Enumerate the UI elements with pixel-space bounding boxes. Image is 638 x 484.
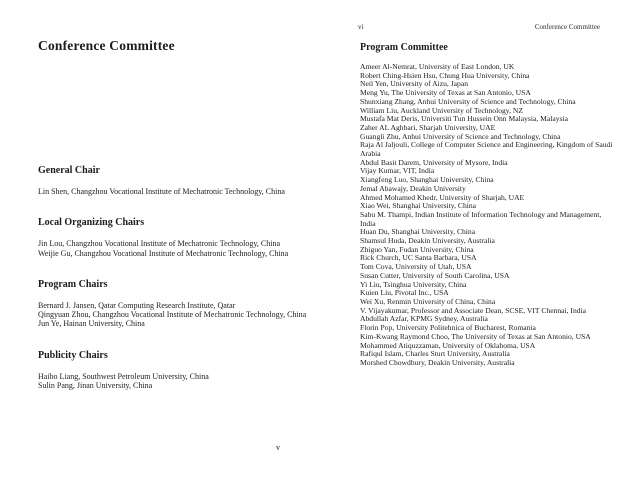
program-committee-member: Susan Cutter, University of South Carolina, USA <box>360 270 510 280</box>
committee-member: Bernard J. Jansen, Qatar Computing Research Institute, Qatar <box>38 300 236 310</box>
program-committee-member: Ahmed Mohamed Khedr, University of Sharjah, UAE <box>360 192 525 202</box>
program-committee-member: Raja Al Jaljouli, College of Computer Science and Engineering, Kingdom of Saudi Arabia <box>360 140 613 159</box>
program-committee-member: Shunxiang Zhang, Anhui University of Science and Technology, China <box>360 96 576 106</box>
page-number-footer: v <box>276 443 280 452</box>
program-committee-member: William Liu, Auckland University of Technology, NZ <box>360 105 524 115</box>
program-committee-member: Kim-Kwang Raymond Choo, The University of Texas at San Antonio, USA <box>360 331 591 341</box>
section-heading: General Chair <box>38 165 100 176</box>
committee-sections <box>38 165 308 390</box>
committee-member: Sulin Pang, Jinan University, China <box>38 381 153 391</box>
program-committee-member: Wei Xu, Renmin University of China, China <box>360 296 496 306</box>
program-committee-member: Morshed Chowdhury, Deakin University, Australia <box>360 357 515 367</box>
committee-member: Haibo Liang, Southwest Petroleum University, China <box>38 371 209 381</box>
program-committee-member: Xiangfeng Luo, Shanghai University, China <box>360 175 494 185</box>
program-committee-member: Ameer Al-Nemrat, University of East London, UK <box>360 62 515 71</box>
section-heading: Program Chairs <box>38 278 108 290</box>
program-committee-member: Kuien Liu, Pivotal Inc., USA <box>360 288 449 298</box>
section-heading: Publicity Chairs <box>38 349 108 361</box>
page-right <box>319 0 638 484</box>
program-committee-member: Zhiguo Yan, Fudan University, China <box>360 244 474 254</box>
committee-member: Qingyuan Zhou, Changzhou Vocational Institute of Mechatronic Technology, China <box>38 310 307 320</box>
program-committee-member: Yi Liu, Tsinghua University, China <box>360 279 467 289</box>
program-committee-member: Mohammed Atiquzzaman, University of Oklahoma, USA <box>360 340 536 350</box>
running-title: Conference Committee <box>534 23 600 31</box>
member-list <box>38 239 308 258</box>
program-committee-member: Meng Yu, The University of Texas at San Antonio, USA <box>360 88 531 98</box>
program-committee-member: Neil Yen, University of Aizu, Japan <box>360 79 468 89</box>
committee-member: Weijie Gu, Changzhou Vocational Institute of Mechatronic Technology, China <box>38 248 289 258</box>
committee-member: Lin Shen, Changzhou Vocational Institute of Mechatronic Technology, China <box>38 187 285 196</box>
program-committee-member: Vijay Kumar, VIT, India <box>360 166 435 176</box>
program-committee-member: Florin Pop, University Politehnica of Bucharest, Romania <box>360 323 536 333</box>
running-head <box>358 23 600 31</box>
program-committee-member: Abdullah Azfar, KPMG Sydney, Australia <box>360 314 488 324</box>
program-committee-member: Zaher AL Aghbari, Sharjah University, UAE <box>360 122 496 132</box>
page-number-header: vi <box>358 23 364 31</box>
member-list <box>38 372 308 391</box>
program-committee-heading: Program Committee <box>360 42 448 53</box>
program-committee-member: Guangli Zhu, Anhui University of Science and Technology, China <box>360 131 561 141</box>
program-committee-list <box>360 63 618 368</box>
program-committee-member: Sabu M. Thampi, Indian Institute of Information Technology and Management, India <box>360 209 602 228</box>
program-committee-member: Jemal Abawajy, Deakin University <box>360 183 466 193</box>
member-list <box>38 301 308 329</box>
program-committee-member: Huan Du, Shanghai University, China <box>360 227 476 237</box>
committee-member: Jin Lou, Changzhou Vocational Institute of Mechatronic Technology, China <box>38 239 280 249</box>
program-committee-member: Tom Cova, University of Utah, USA <box>360 262 472 272</box>
member-list <box>38 187 308 196</box>
program-committee-member: Rafiqul Islam, Charles Sturt University, Australia <box>360 349 510 359</box>
program-committee-member: Shamsul Huda, Deakin University, Australia <box>360 236 495 246</box>
program-committee-member: Xiao Wei, Shanghai University, China <box>360 201 477 211</box>
section-heading: Local Organizing Chairs <box>38 217 145 229</box>
program-committee-member: Mustafa Mat Deris, Universiti Tun Hussein Onn Malaysia, Malaysia <box>360 114 568 124</box>
program-committee-member: Robert Ching-Hsien Hsu, Chung Hua University, China <box>360 70 530 80</box>
page-title: Conference Committee <box>38 38 175 53</box>
program-committee-member: Rick Church, UC Santa Barbara, USA <box>360 253 477 263</box>
program-committee-member: V. Vijayakumar, Professor and Associate Dean, SCSE, VIT Chennai, India <box>360 305 587 315</box>
committee-member: Jun Ye, Hainan University, China <box>38 319 145 329</box>
program-committee-member: Abdul Basit Darem, University of Mysore, India <box>360 157 508 167</box>
